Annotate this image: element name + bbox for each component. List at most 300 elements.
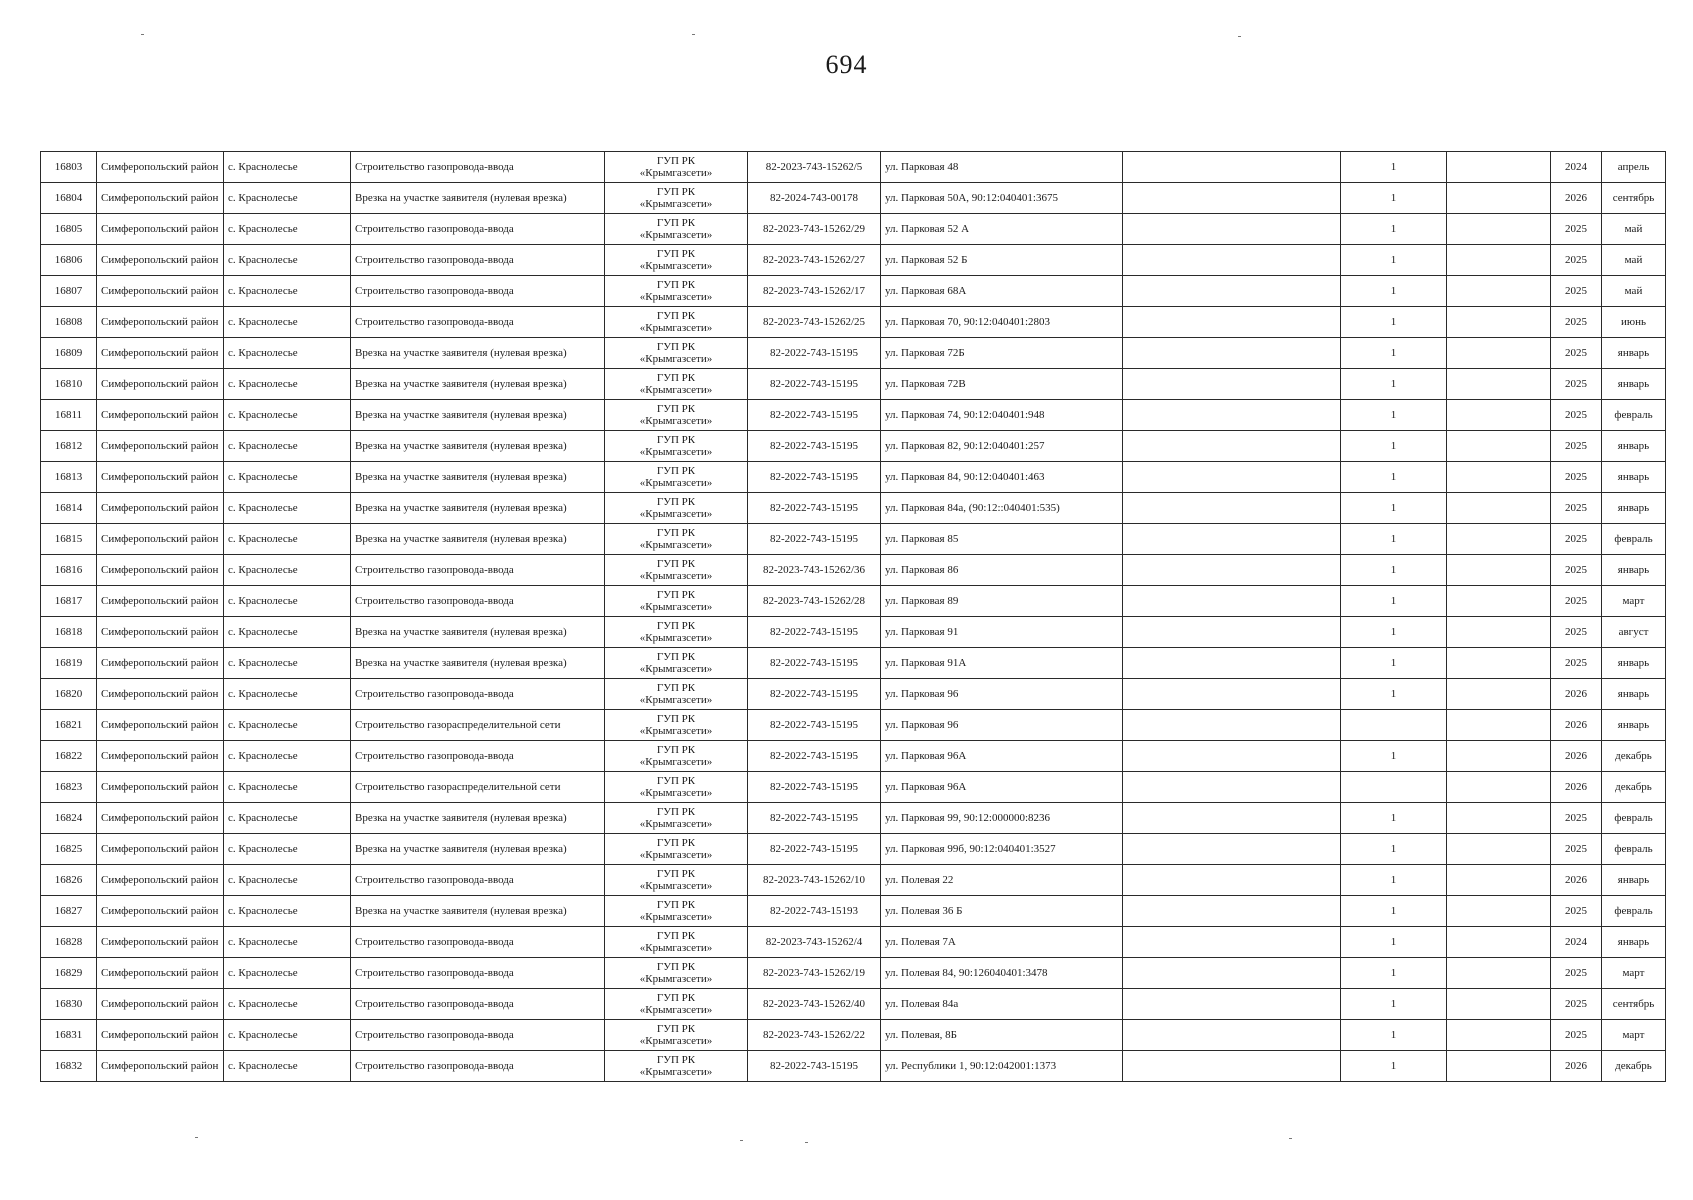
work-type-cell: Строительство газопровода-ввода [351, 586, 605, 617]
year-cell: 2026 [1551, 710, 1602, 741]
work-type-cell: Строительство газопровода-ввода [351, 307, 605, 338]
organization-line-2: «Крымгазсети» [639, 570, 713, 582]
district-cell: Симферопольский район [97, 400, 224, 431]
application-code-cell: 82-2022-743-15195 [748, 493, 881, 524]
table-body [41, 152, 1666, 1082]
work-type-cell: Врезка на участке заявителя (нулевая врезка) [351, 462, 605, 493]
month-cell: декабрь [1602, 772, 1666, 803]
organization-line-1: ГУП РК [656, 713, 696, 725]
table-row [41, 679, 1666, 710]
year-cell: 2026 [1551, 865, 1602, 896]
empty-cell [1123, 927, 1341, 958]
year-cell: 2026 [1551, 679, 1602, 710]
quantity-cell: 1 [1341, 555, 1447, 586]
empty-cell [1447, 927, 1551, 958]
organization-line-1: ГУП РК [656, 744, 696, 756]
address-cell: ул. Парковая 96А [881, 772, 1123, 803]
district-cell: Симферопольский район [97, 276, 224, 307]
organization-line-1: ГУП РК [656, 1023, 696, 1035]
empty-cell [1123, 1051, 1341, 1082]
year-cell: 2025 [1551, 524, 1602, 555]
empty-cell [1447, 400, 1551, 431]
application-code-cell: 82-2022-743-15195 [748, 617, 881, 648]
year-cell: 2025 [1551, 896, 1602, 927]
year-cell: 2024 [1551, 927, 1602, 958]
table-row [41, 214, 1666, 245]
empty-cell [1123, 307, 1341, 338]
organization-line-2: «Крымгазсети» [639, 911, 713, 923]
quantity-cell: 1 [1341, 958, 1447, 989]
district-cell: Симферопольский район [97, 462, 224, 493]
organization-line-1: ГУП РК [656, 341, 696, 353]
organization-line-2: «Крымгазсети» [639, 198, 713, 210]
organization-cell [605, 369, 748, 400]
empty-cell [1447, 431, 1551, 462]
empty-cell [1123, 772, 1341, 803]
work-type-cell: Строительство газопровода-ввода [351, 989, 605, 1020]
row-number: 16822 [41, 741, 97, 772]
organization-cell [605, 276, 748, 307]
row-number: 16831 [41, 1020, 97, 1051]
address-cell: ул. Парковая 72Б [881, 338, 1123, 369]
district-cell: Симферопольский район [97, 927, 224, 958]
work-type-cell: Врезка на участке заявителя (нулевая врезка) [351, 400, 605, 431]
organization-line-2: «Крымгазсети» [639, 663, 713, 675]
month-cell: январь [1602, 369, 1666, 400]
year-cell: 2025 [1551, 307, 1602, 338]
district-cell: Симферопольский район [97, 896, 224, 927]
address-cell: ул. Парковая 99б, 90:12:040401:3527 [881, 834, 1123, 865]
empty-cell [1123, 400, 1341, 431]
empty-cell [1123, 524, 1341, 555]
quantity-cell: 1 [1341, 431, 1447, 462]
district-cell: Симферопольский район [97, 679, 224, 710]
quantity-cell: 1 [1341, 927, 1447, 958]
gas-connection-register-table [40, 151, 1666, 1082]
empty-cell [1447, 989, 1551, 1020]
organization-line-2: «Крымгазсети» [639, 477, 713, 489]
organization-line-2: «Крымгазсети» [639, 756, 713, 768]
empty-cell [1123, 214, 1341, 245]
empty-cell [1447, 462, 1551, 493]
address-cell: ул. Парковая 91 [881, 617, 1123, 648]
empty-cell [1447, 183, 1551, 214]
address-cell: ул. Полевая 7А [881, 927, 1123, 958]
organization-line-2: «Крымгазсети» [639, 167, 713, 179]
quantity-cell: 1 [1341, 741, 1447, 772]
work-type-cell: Врезка на участке заявителя (нулевая врезка) [351, 183, 605, 214]
empty-cell [1447, 958, 1551, 989]
table-row [41, 989, 1666, 1020]
quantity-cell: 1 [1341, 245, 1447, 276]
district-cell: Симферопольский район [97, 524, 224, 555]
village-cell: с. Краснолесье [224, 927, 351, 958]
application-code-cell: 82-2023-743-15262/10 [748, 865, 881, 896]
empty-cell [1447, 586, 1551, 617]
address-cell: ул. Парковая 68А [881, 276, 1123, 307]
address-cell: ул. Парковая 72В [881, 369, 1123, 400]
empty-cell [1447, 338, 1551, 369]
application-code-cell: 82-2023-743-15262/40 [748, 989, 881, 1020]
village-cell: с. Краснолесье [224, 276, 351, 307]
table-row [41, 586, 1666, 617]
village-cell: с. Краснолесье [224, 183, 351, 214]
address-cell: ул. Полевая 84, 90:126040401:3478 [881, 958, 1123, 989]
address-cell: ул. Парковая 52 Б [881, 245, 1123, 276]
village-cell: с. Краснолесье [224, 245, 351, 276]
organization-line-2: «Крымгазсети» [639, 291, 713, 303]
quantity-cell [1341, 772, 1447, 803]
organization-line-2: «Крымгазсети» [639, 322, 713, 334]
empty-cell [1123, 679, 1341, 710]
organization-line-2: «Крымгазсети» [639, 880, 713, 892]
organization-line-1: ГУП РК [656, 558, 696, 570]
empty-cell [1447, 896, 1551, 927]
row-number: 16821 [41, 710, 97, 741]
year-cell: 2025 [1551, 400, 1602, 431]
village-cell: с. Краснолесье [224, 524, 351, 555]
year-cell: 2024 [1551, 152, 1602, 183]
quantity-cell: 1 [1341, 524, 1447, 555]
district-cell: Симферопольский район [97, 307, 224, 338]
application-code-cell: 82-2022-743-15195 [748, 834, 881, 865]
table-row [41, 927, 1666, 958]
table-row [41, 276, 1666, 307]
empty-cell [1447, 648, 1551, 679]
organization-line-1: ГУП РК [656, 682, 696, 694]
empty-cell [1447, 152, 1551, 183]
organization-cell [605, 152, 748, 183]
village-cell: с. Краснолесье [224, 896, 351, 927]
organization-line-1: ГУП РК [656, 961, 696, 973]
quantity-cell: 1 [1341, 896, 1447, 927]
work-type-cell: Врезка на участке заявителя (нулевая врезка) [351, 648, 605, 679]
village-cell: с. Краснолесье [224, 555, 351, 586]
organization-cell [605, 400, 748, 431]
empty-cell [1123, 896, 1341, 927]
address-cell: ул. Парковая 52 А [881, 214, 1123, 245]
application-code-cell: 82-2022-743-15195 [748, 803, 881, 834]
organization-line-1: ГУП РК [656, 217, 696, 229]
organization-line-1: ГУП РК [656, 496, 696, 508]
month-cell: март [1602, 1020, 1666, 1051]
village-cell: с. Краснолесье [224, 338, 351, 369]
district-cell: Симферопольский район [97, 710, 224, 741]
empty-cell [1447, 369, 1551, 400]
month-cell: февраль [1602, 524, 1666, 555]
village-cell: с. Краснолесье [224, 803, 351, 834]
month-cell: март [1602, 958, 1666, 989]
organization-cell [605, 865, 748, 896]
application-code-cell: 82-2023-743-15262/27 [748, 245, 881, 276]
quantity-cell: 1 [1341, 493, 1447, 524]
month-cell: январь [1602, 865, 1666, 896]
village-cell: с. Краснолесье [224, 741, 351, 772]
quantity-cell: 1 [1341, 338, 1447, 369]
month-cell: май [1602, 245, 1666, 276]
row-number: 16816 [41, 555, 97, 586]
village-cell: с. Краснолесье [224, 1020, 351, 1051]
row-number: 16827 [41, 896, 97, 927]
organization-line-1: ГУП РК [656, 620, 696, 632]
organization-cell [605, 958, 748, 989]
organization-cell [605, 586, 748, 617]
work-type-cell: Строительство газопровода-ввода [351, 865, 605, 896]
year-cell: 2025 [1551, 803, 1602, 834]
work-type-cell: Строительство газопровода-ввода [351, 1020, 605, 1051]
work-type-cell: Строительство газопровода-ввода [351, 555, 605, 586]
empty-cell [1447, 1051, 1551, 1082]
village-cell: с. Краснолесье [224, 1051, 351, 1082]
district-cell: Симферопольский район [97, 803, 224, 834]
empty-cell [1123, 152, 1341, 183]
row-number: 16810 [41, 369, 97, 400]
organization-cell [605, 896, 748, 927]
organization-line-1: ГУП РК [656, 403, 696, 415]
district-cell: Симферопольский район [97, 989, 224, 1020]
organization-cell [605, 245, 748, 276]
district-cell: Симферопольский район [97, 865, 224, 896]
organization-line-2: «Крымгазсети» [639, 539, 713, 551]
row-number: 16808 [41, 307, 97, 338]
month-cell: апрель [1602, 152, 1666, 183]
address-cell: ул. Полевая 22 [881, 865, 1123, 896]
empty-cell [1123, 958, 1341, 989]
empty-cell [1123, 803, 1341, 834]
month-cell: август [1602, 617, 1666, 648]
organization-line-2: «Крымгазсети» [639, 973, 713, 985]
work-type-cell: Строительство газопровода-ввода [351, 741, 605, 772]
table-row [41, 152, 1666, 183]
month-cell: декабрь [1602, 1051, 1666, 1082]
year-cell: 2025 [1551, 1020, 1602, 1051]
work-type-cell: Врезка на участке заявителя (нулевая врезка) [351, 896, 605, 927]
empty-cell [1447, 245, 1551, 276]
year-cell: 2025 [1551, 586, 1602, 617]
table-row [41, 617, 1666, 648]
organization-cell [605, 741, 748, 772]
organization-line-1: ГУП РК [656, 930, 696, 942]
month-cell: январь [1602, 431, 1666, 462]
quantity-cell: 1 [1341, 276, 1447, 307]
organization-cell [605, 183, 748, 214]
district-cell: Симферопольский район [97, 431, 224, 462]
table-row [41, 958, 1666, 989]
table-row [41, 307, 1666, 338]
empty-cell [1447, 617, 1551, 648]
empty-cell [1447, 276, 1551, 307]
district-cell: Симферопольский район [97, 369, 224, 400]
organization-cell [605, 307, 748, 338]
organization-line-1: ГУП РК [656, 589, 696, 601]
table-row [41, 183, 1666, 214]
empty-cell [1447, 214, 1551, 245]
organization-line-1: ГУП РК [656, 186, 696, 198]
empty-cell [1123, 338, 1341, 369]
year-cell: 2025 [1551, 245, 1602, 276]
empty-cell [1123, 555, 1341, 586]
application-code-cell: 82-2022-743-15193 [748, 896, 881, 927]
address-cell: ул. Парковая 99, 90:12:000000:8236 [881, 803, 1123, 834]
row-number: 16813 [41, 462, 97, 493]
table-row [41, 803, 1666, 834]
organization-cell [605, 927, 748, 958]
address-cell: ул. Парковая 84, 90:12:040401:463 [881, 462, 1123, 493]
empty-cell [1123, 617, 1341, 648]
application-code-cell: 82-2022-743-15195 [748, 710, 881, 741]
village-cell: с. Краснолесье [224, 648, 351, 679]
year-cell: 2025 [1551, 617, 1602, 648]
application-code-cell: 82-2023-743-15262/17 [748, 276, 881, 307]
organization-cell [605, 1020, 748, 1051]
quantity-cell: 1 [1341, 834, 1447, 865]
empty-cell [1447, 307, 1551, 338]
organization-line-1: ГУП РК [656, 806, 696, 818]
district-cell: Симферопольский район [97, 741, 224, 772]
organization-line-2: «Крымгазсети» [639, 508, 713, 520]
address-cell: ул. Полевая 84а [881, 989, 1123, 1020]
village-cell: с. Краснолесье [224, 989, 351, 1020]
village-cell: с. Краснолесье [224, 431, 351, 462]
organization-cell [605, 555, 748, 586]
year-cell: 2025 [1551, 431, 1602, 462]
organization-cell [605, 431, 748, 462]
organization-line-1: ГУП РК [656, 372, 696, 384]
district-cell: Симферопольский район [97, 617, 224, 648]
district-cell: Симферопольский район [97, 1020, 224, 1051]
page-number: 694 [825, 50, 868, 79]
application-code-cell: 82-2023-743-15262/19 [748, 958, 881, 989]
table-row [41, 772, 1666, 803]
table-row [41, 710, 1666, 741]
year-cell: 2025 [1551, 555, 1602, 586]
empty-cell [1447, 834, 1551, 865]
year-cell: 2025 [1551, 834, 1602, 865]
organization-line-1: ГУП РК [656, 868, 696, 880]
quantity-cell: 1 [1341, 989, 1447, 1020]
quantity-cell: 1 [1341, 400, 1447, 431]
village-cell: с. Краснолесье [224, 679, 351, 710]
organization-cell [605, 772, 748, 803]
year-cell: 2025 [1551, 958, 1602, 989]
organization-line-2: «Крымгазсети» [639, 260, 713, 272]
address-cell: ул. Полевая, 8Б [881, 1020, 1123, 1051]
row-number: 16818 [41, 617, 97, 648]
organization-cell [605, 524, 748, 555]
quantity-cell: 1 [1341, 586, 1447, 617]
application-code-cell: 82-2022-743-15195 [748, 400, 881, 431]
row-number: 16803 [41, 152, 97, 183]
organization-cell [605, 834, 748, 865]
row-number: 16824 [41, 803, 97, 834]
row-number: 16806 [41, 245, 97, 276]
organization-line-2: «Крымгазсети» [639, 601, 713, 613]
quantity-cell: 1 [1341, 152, 1447, 183]
organization-line-2: «Крымгазсети» [639, 849, 713, 861]
year-cell: 2026 [1551, 183, 1602, 214]
row-number: 16819 [41, 648, 97, 679]
quantity-cell: 1 [1341, 803, 1447, 834]
application-code-cell: 82-2023-743-15262/22 [748, 1020, 881, 1051]
village-cell: с. Краснолесье [224, 369, 351, 400]
row-number: 16826 [41, 865, 97, 896]
organization-line-1: ГУП РК [656, 775, 696, 787]
empty-cell [1123, 989, 1341, 1020]
organization-line-1: ГУП РК [656, 1054, 696, 1066]
work-type-cell: Строительство газораспределительной сети [351, 772, 605, 803]
quantity-cell [1341, 710, 1447, 741]
table-row [41, 431, 1666, 462]
quantity-cell: 1 [1341, 214, 1447, 245]
organization-cell [605, 1051, 748, 1082]
empty-cell [1123, 586, 1341, 617]
row-number: 16804 [41, 183, 97, 214]
year-cell: 2025 [1551, 338, 1602, 369]
empty-cell [1447, 741, 1551, 772]
empty-cell [1447, 493, 1551, 524]
application-code-cell: 82-2024-743-00178 [748, 183, 881, 214]
table-row [41, 400, 1666, 431]
organization-line-1: ГУП РК [656, 837, 696, 849]
quantity-cell: 1 [1341, 1051, 1447, 1082]
table-row [41, 741, 1666, 772]
organization-line-2: «Крымгазсети» [639, 1066, 713, 1078]
organization-line-2: «Крымгазсети» [639, 632, 713, 644]
district-cell: Симферопольский район [97, 772, 224, 803]
district-cell: Симферопольский район [97, 648, 224, 679]
table-row [41, 338, 1666, 369]
village-cell: с. Краснолесье [224, 710, 351, 741]
quantity-cell: 1 [1341, 648, 1447, 679]
village-cell: с. Краснолесье [224, 586, 351, 617]
table-row [41, 1051, 1666, 1082]
address-cell: ул. Парковая 96 [881, 679, 1123, 710]
organization-line-2: «Крымгазсети» [639, 384, 713, 396]
organization-line-2: «Крымгазсети» [639, 229, 713, 241]
application-code-cell: 82-2022-743-15195 [748, 369, 881, 400]
year-cell: 2026 [1551, 1051, 1602, 1082]
row-number: 16823 [41, 772, 97, 803]
month-cell: март [1602, 586, 1666, 617]
village-cell: с. Краснолесье [224, 834, 351, 865]
month-cell: февраль [1602, 400, 1666, 431]
row-number: 16807 [41, 276, 97, 307]
organization-line-1: ГУП РК [656, 155, 696, 167]
month-cell: декабрь [1602, 741, 1666, 772]
row-number: 16815 [41, 524, 97, 555]
row-number: 16814 [41, 493, 97, 524]
month-cell: февраль [1602, 834, 1666, 865]
organization-cell [605, 803, 748, 834]
month-cell: январь [1602, 648, 1666, 679]
quantity-cell: 1 [1341, 679, 1447, 710]
application-code-cell: 82-2022-743-15195 [748, 679, 881, 710]
organization-cell [605, 710, 748, 741]
empty-cell [1447, 555, 1551, 586]
year-cell: 2025 [1551, 214, 1602, 245]
address-cell: ул. Парковая 96 [881, 710, 1123, 741]
year-cell: 2025 [1551, 648, 1602, 679]
district-cell: Симферопольский район [97, 493, 224, 524]
empty-cell [1123, 710, 1341, 741]
row-number: 16829 [41, 958, 97, 989]
month-cell: февраль [1602, 803, 1666, 834]
month-cell: январь [1602, 710, 1666, 741]
table-row [41, 245, 1666, 276]
work-type-cell: Строительство газопровода-ввода [351, 1051, 605, 1082]
application-code-cell: 82-2023-743-15262/29 [748, 214, 881, 245]
row-number: 16812 [41, 431, 97, 462]
